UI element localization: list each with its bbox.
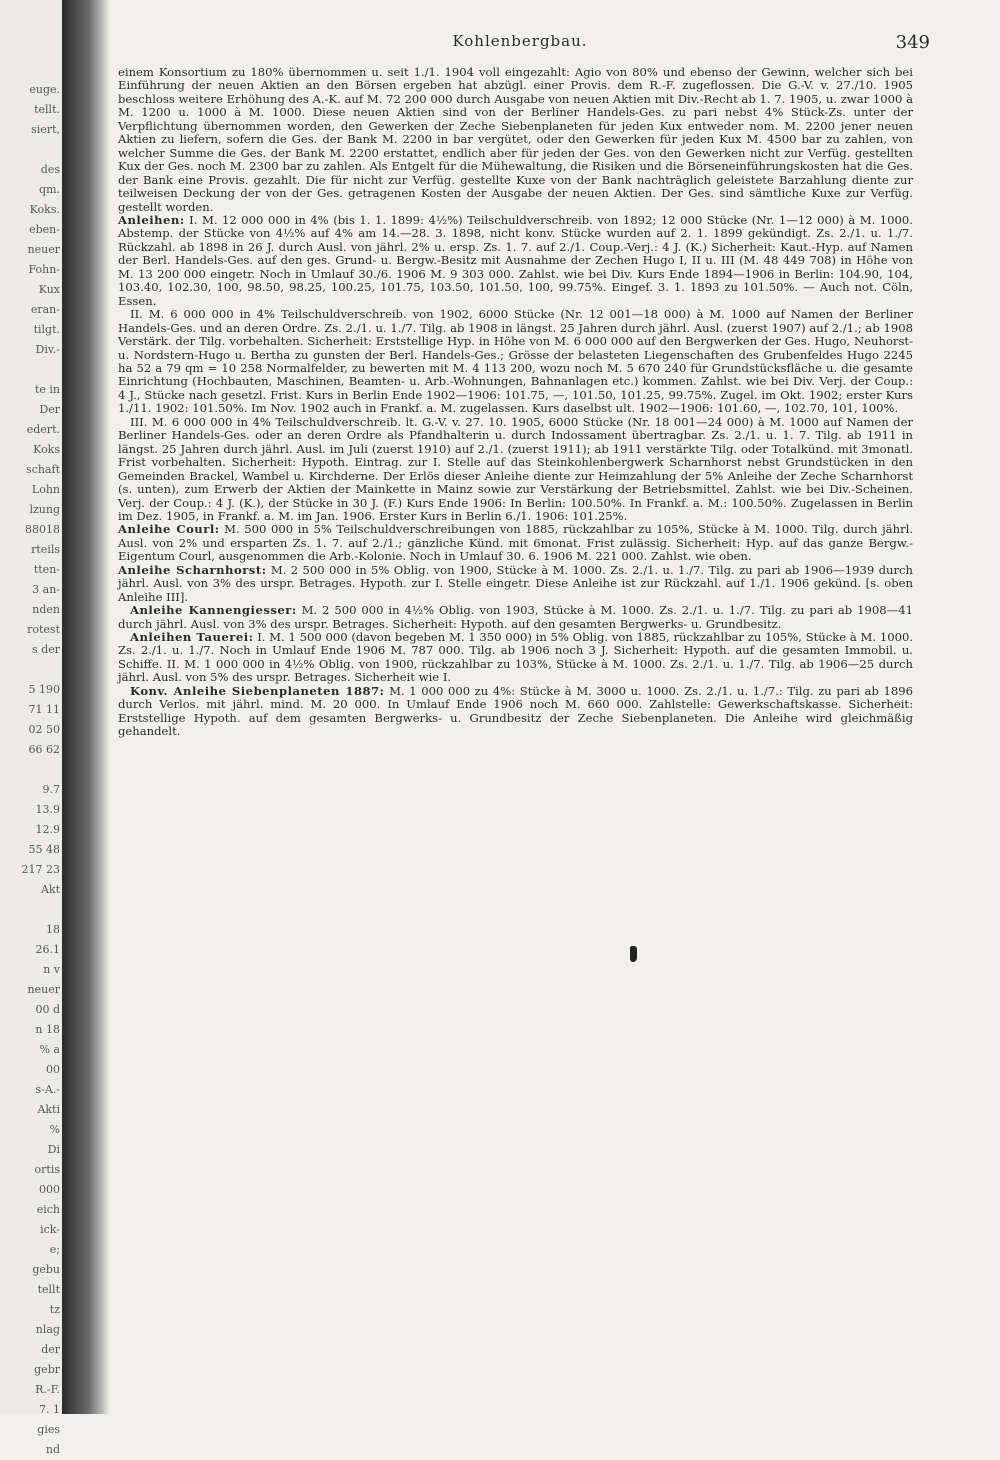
previous-page-fragment: Koks. bbox=[29, 203, 60, 216]
paragraph-anleihe-kannengiesser bbox=[118, 604, 913, 631]
previous-page-text-fragments bbox=[22, 80, 61, 1460]
previous-page-fragment: % a bbox=[39, 1043, 60, 1056]
paragraph-text: M. 2 500 000 in 4½% Oblig. von 1903, Stücke à M. 1000. Zs. 2./1. u. 1./7. Tilg. zu pari ab 1908—41 durch jährl. Ausl. von 3% des urspr. Betrages. Sicherheit: Hypoth. auf den gesamten Bergwerks- u. Grundbesitz. bbox=[118, 603, 913, 631]
previous-page-fragment: n v bbox=[43, 963, 60, 976]
previous-page-fragment: n 18 bbox=[35, 1023, 60, 1036]
paragraph-text: einem Konsortium zu 180% übernommen u. seit 1./1. 1904 voll eingezahlt: Agio von 80% und ebenso der Gewinn, welcher sich bei Einführung der neuen Aktien an den Börsen ergeben hat abzügl. einer Provis. dem R.-F. zugeflossen. Die G.-V. v. 27./10. 1905 beschloss weitere Erhöhung des A.-K. auf M. 72 200 000 durch Ausgabe von neuen Aktien mit Div.-Recht ab 1. 7. 1905, u. zwar 1000 à M. 1200 u. 1000 à M. 1000. Diese neuen Aktien sind von der Berliner Handels-Ges. zu pari nebst 4% Stück-Zs. unter der Verpflichtung übernommen worden, den Gewerken der Zeche Siebenplaneten für jeden Kux entweder nom. M. 2200 jener neuen Aktien zu liefern, sofern die Ges. der Bank M. 2200 in bar vergütet, oder den Gewerken für jeden Kux M. 4500 bar zu zahlen, von welcher Summe die Ges. der Bank M. 2200 erstattet, endlich aber für jeden der Ges. von den Gewerken nicht zur Verfüg. gestellten Kux der Ges. noch M. 2300 bar zu zahlen. Als Entgelt für die Mühewaltung, die Risiken und die Börseneinführungskosten hat die Ges. der Bank eine Provis. gezahlt. Die für nicht zur Verfüg. gestellte Kuxe von der Bank nachträglich geleistete Barzahlung diente zur teilweisen Deckung der von der Ges. getragenen Kosten der Ausgabe der neuen Aktien. Der Ges. sind sämtliche Kuxe zur Verfüg. gestellt worden. bbox=[118, 65, 913, 214]
section-heading: Anleihe Kannengiesser: bbox=[130, 603, 297, 618]
previous-page-fragment: 66 62 bbox=[28, 743, 60, 756]
previous-page-fragment: 3 an- bbox=[32, 583, 60, 596]
section-heading: Konv. Anleihe Siebenplaneten 1887: bbox=[130, 683, 385, 698]
previous-page-fragment: schaft bbox=[26, 463, 60, 476]
paragraph-anleihe-scharnhorst bbox=[118, 564, 913, 604]
previous-page-fragment: 12.9 bbox=[35, 823, 60, 836]
paragraph-anleihe-iii bbox=[118, 416, 913, 524]
previous-page-fragment bbox=[22, 140, 61, 160]
section-heading: Anleihe Courl: bbox=[118, 522, 220, 537]
paragraph-anleihen-i bbox=[118, 214, 913, 308]
previous-page-margin bbox=[0, 0, 62, 1456]
previous-page-fragment bbox=[22, 900, 61, 920]
previous-page-fragment: Der bbox=[39, 403, 60, 416]
previous-page-fragment: rteils bbox=[31, 543, 60, 556]
running-head: Kohlenbergbau. bbox=[452, 32, 588, 50]
previous-page-fragment: Div.- bbox=[35, 343, 60, 356]
previous-page-fragment: nd bbox=[45, 1443, 60, 1456]
previous-page-fragment: lzung bbox=[29, 503, 60, 516]
previous-page-fragment: te in bbox=[34, 383, 60, 396]
paragraph-text: M. 500 000 in 5% Teilschuldverschreibungen von 1885, rückzahlbar zu 105%, Stücke à M. 1000. Tilg. durch jährl. Ausl. von 2% und ersparten Zs. 1. 7. auf 2./1.; gänzliche Künd. mit 6monat. Frist zulässig. Sicherheit: Hyp. auf das ganze Bergw.-Eigentum Courl, ausgenommen die Arb.-Kolonie. Noch in Umlauf 30. 6. 1906 M. 221 000. Zahlst. wie oben. bbox=[118, 522, 914, 564]
previous-page-fragment: 00 d bbox=[35, 1003, 60, 1016]
book-gutter-shadow bbox=[62, 0, 110, 1414]
previous-page-fragment: tten- bbox=[33, 563, 60, 576]
previous-page-fragment: nden bbox=[32, 603, 60, 616]
previous-page-fragment: gies bbox=[37, 1423, 60, 1436]
previous-page-fragment: edert. bbox=[26, 423, 60, 436]
previous-page-fragment: 88018 bbox=[25, 523, 60, 536]
paragraph-text: I. M. 12 000 000 in 4% (bis 1. 1. 1899: 4½%) Teilschuldverschreib. von 1892; 12 000 Stücke (Nr. 1—12 000) à M. 1000. Abstemp. der Stücke von 4½% auf 4% am 14.—28. 3. 1898, nicht konv. Stücke wurden auf 2. 1. 1899 gekündigt. Zs. 2./1. u. 1./7. Rückzahl. ab 1898 in 26 J. durch Ausl. von jährl. 2% u. ersp. Zs. 1. 7. auf 2./1. Coup.-Verj.: 4 J. (K.) Sicherheit: Kaut.-Hyp. auf Namen der Berl. Handels-Ges. auf den ges. Grund- u. Bergw.-Besitz mit Ausnahme der Zechen Hugo I, II u. III (M. 48 449 708) in Höhe von M. 13 200 000 eingetr. Noch in Umlauf 30./6. 1906 M. 9 303 000. Zahlst. wie bei Div. Kurs Ende 1894—1906 in Berlin: 104.90, 104, 103.40, 102.30, 100, 98.50, 98.25, 100.25, 101.75, 103.50, 101.50, 100, 99.75%. Eingef. 3. 1. 1893 zu 101.50%. — Auch not. Cöln, Essen. bbox=[118, 212, 913, 308]
previous-page-fragment: e; bbox=[49, 1243, 60, 1256]
previous-page-fragment bbox=[22, 760, 61, 780]
previous-page-fragment: 000 bbox=[39, 1183, 60, 1196]
paragraph-anleihen-tauerei bbox=[118, 631, 913, 685]
previous-page-fragment: des bbox=[40, 163, 60, 176]
previous-page-fragment: 9.7 bbox=[42, 783, 60, 796]
previous-page-fragment: eben- bbox=[29, 223, 60, 236]
previous-page-fragment: ortis bbox=[34, 1163, 60, 1176]
previous-page-fragment: 7. 1 bbox=[39, 1403, 60, 1416]
previous-page-fragment: 18 bbox=[46, 923, 60, 936]
previous-page-fragment: 55 48 bbox=[28, 843, 60, 856]
page-header bbox=[110, 32, 930, 60]
previous-page-fragment: s der bbox=[32, 643, 60, 656]
paragraph-text: II. M. 6 000 000 in 4% Teilschuldverschreib. von 1902, 6000 Stücke (Nr. 12 001—18 000) à M. 1000 auf Namen der Berliner Handels-Ges. und an deren Ordre. Zs. 2./1. u. 1./7. Tilg. ab 1908 in längst. 25 Jahren durch jährl. Ausl. (zuerst 1907) auf 2./1.; ab 1908 Verstärk. der Tilg. vorbehalten. Sicherheit: Erststellige Hyp. in Höhe von M. 6 000 000 auf den Bergwerken der Ges. Hugo, Neuhorst- u. Nordstern-Hugo u. Bertha zu gunsten der Berl. Handels-Ges.; Grösse der belasteten Liegenschaften des Grubenfeldes Hugo 2245 ha 52 a 79 qm = 10 258 Normalfelder, zu bewerten mit M. 4 113 200, wozu noch M. 5 670 240 für Grundstücksfläche u. die gesamte Einrichtung (Hochbauten, Maschinen, Beamten- u. Arb.-Wohnungen, Bahnanlagen etc.) kommen. Zahlst. wie bei Div. Verj. der Coup.: 4 J., Stücke nach gesetzl. Frist. Kurs in Berlin Ende 1902—1906: 101.75, —, 101.50, 101.25, 99.75%. Zugel. im Okt. 1902; erster Kurs 1./11. 1902: 101.50%. Im Nov. 1902 auch in Frankf. a. M. zugelassen. Kurs daselbst ult. 1902—1906: 101.60, —, 102.70, 101, 100%. bbox=[118, 307, 913, 416]
paragraph-anleihe-siebenplaneten bbox=[118, 685, 913, 739]
previous-page-fragment: Fohn- bbox=[28, 263, 60, 276]
paragraph-text: M. 1 000 000 zu 4%: Stücke à M. 3000 u. 1000. Zs. 2./1. u. 1./7.: Tilg. zu pari ab 1896 durch Verlos. mit jährl. mind. M. 20 000. In Umlauf Ende 1906 noch M. 660 000. Zahlstelle: Gewerkschaftskasse. Sicherheit: Erststellige Hypoth. auf dem gesamten Bergwerks- u. Grundbesitz der Zeche Siebenplaneten. Die Anleihe wird gleichmäßig gehandelt. bbox=[118, 683, 913, 739]
paragraph-anleihe-ii bbox=[118, 308, 913, 416]
previous-page-fragment: 00 bbox=[46, 1063, 60, 1076]
previous-page-fragment: 26.1 bbox=[35, 943, 60, 956]
section-heading: Anleihe Scharnhorst: bbox=[118, 562, 267, 577]
previous-page-fragment: Lohn bbox=[31, 483, 60, 496]
previous-page-fragment: gebu bbox=[32, 1263, 60, 1276]
previous-page-fragment: qm. bbox=[39, 183, 60, 196]
page-number: 349 bbox=[895, 32, 930, 53]
section-heading: Anleihen: bbox=[118, 212, 185, 227]
paragraph-text: M. 2 500 000 in 5% Oblig. von 1900, Stücke à M. 1000. Zs. 2./1. u. 1./7. Tilg. zu pari ab 1906—1939 durch jährl. Ausl. von 3% des urspr. Betrages. Hypoth. zur I. Stelle eingetr. Diese Anleihe ist zur Rückzahl. auf 1./1. 1906 gekünd. [s. oben Anleihe III]. bbox=[118, 562, 914, 604]
previous-page-fragment: Di bbox=[47, 1143, 60, 1156]
previous-page-fragment: euge. bbox=[29, 83, 60, 96]
previous-page-fragment: Akt bbox=[40, 883, 60, 896]
previous-page-fragment: eich bbox=[36, 1203, 60, 1216]
previous-page-fragment: Kux bbox=[38, 283, 60, 296]
previous-page-fragment: s-A.- bbox=[35, 1083, 60, 1096]
previous-page-fragment: 217 23 bbox=[21, 863, 60, 876]
previous-page-fragment bbox=[22, 360, 61, 380]
previous-page-fragment: neuer bbox=[27, 243, 60, 256]
section-heading: Anleihen Tauerei: bbox=[130, 630, 254, 645]
previous-page-fragment: der bbox=[41, 1343, 60, 1356]
previous-page-fragment: 5 190 bbox=[28, 683, 60, 696]
previous-page-fragment: Koks bbox=[33, 443, 60, 456]
previous-page-fragment: Akti bbox=[37, 1103, 60, 1116]
previous-page-fragment: 71 11 bbox=[28, 703, 60, 716]
paragraph-text: I. M. 1 500 000 (davon begeben M. 1 350 000) in 5% Oblig. von 1885, rückzahlbar zu 105%, Stücke à M. 1000. Zs. 2./1. u. 1./7. Noch in Umlauf Ende 1906 M. 787 000. Tilg. ab 1906 noch 3 J. Sicherheit: Hypoth. auf die gesamten Immobil. u. Schiffe. II. M. 1 000 000 in 4½% Oblig. von 1900, rückzahlbar zu 103%, Stücke à M. 1000. Zs. 2./1. u. 1./7. Tilg. ab 1906—25 durch jährl. Ausl. von 5% des urspr. Betrages. Sicherheit wie I. bbox=[118, 630, 914, 685]
previous-page-fragment: rotest bbox=[27, 623, 60, 636]
previous-page-fragment: siert, bbox=[31, 123, 60, 136]
previous-page-fragment: gebr bbox=[34, 1363, 60, 1376]
previous-page-fragment: nlag bbox=[35, 1323, 60, 1336]
previous-page-fragment: neuer bbox=[27, 983, 60, 996]
previous-page-fragment: 02 50 bbox=[28, 723, 60, 736]
paragraph-text: III. M. 6 000 000 in 4% Teilschuldverschreib. lt. G.-V. v. 27. 10. 1905, 6000 Stücke (Nr. 18 001—24 000) à M. 1000 auf Namen der Berliner Handels-Ges. oder an deren Ordre als Pfandhalterin u. durch Indossament übertragbar. Zs. 2./1. u. 1. 7. Tilg. ab 1911 in längst. 25 Jahren durch jährl. Ausl. im Juli (zuerst 1910) auf 2./1. (zuerst 1911); ab 1911 verstärkte Tilg. oder Totalkünd. mit 3monatl. Frist vorbehalten. Sicherheit: Hypoth. Eintrag. zur I. Stelle auf das Steinkohlenbergwerk Scharnhorst nebst Grundstücken in den Gemeinden Brackel, Wambel u. Kirchderne. Der Erlös dieser Anleihe diente zur Heimzahlung der 5% Anleihe der Zeche Scharnhorst (s. unten), zum Erwerb der Aktien der Mainkette in Mainz sowie zur Verstärkung der Betriebsmittel. Zahlst. wie bei Div.-Scheinen. Verj. der Coup.: 4 J. (K.), der Stücke in 30 J. (F.) Kurs Ende 1906: In Berlin: 100.50%. In Frankf. a. M.: 100.50%. Zugelassen in Berlin im Dez. 1905, in Frankf. a. M. im Jan. 1906. Erster Kurs in Berlin 6./1. 1906: 101.25%. bbox=[118, 414, 913, 523]
previous-page-fragment: 13.9 bbox=[35, 803, 60, 816]
ink-blot-mark bbox=[630, 946, 637, 962]
paragraph-anleihe-courl bbox=[118, 523, 913, 563]
paragraph-konsortium bbox=[118, 66, 913, 214]
previous-page-fragment: tz bbox=[49, 1303, 60, 1316]
previous-page-fragment: tellt bbox=[37, 1283, 60, 1296]
previous-page-fragment: tellt. bbox=[34, 103, 60, 116]
previous-page-fragment bbox=[22, 660, 61, 680]
previous-page-fragment: R.-F. bbox=[35, 1383, 60, 1396]
previous-page-fragment: tilgt. bbox=[33, 323, 60, 336]
page-body bbox=[118, 66, 913, 739]
previous-page-fragment: eran- bbox=[30, 303, 60, 316]
previous-page-fragment: ick- bbox=[40, 1223, 60, 1236]
previous-page-fragment: % bbox=[49, 1123, 60, 1136]
